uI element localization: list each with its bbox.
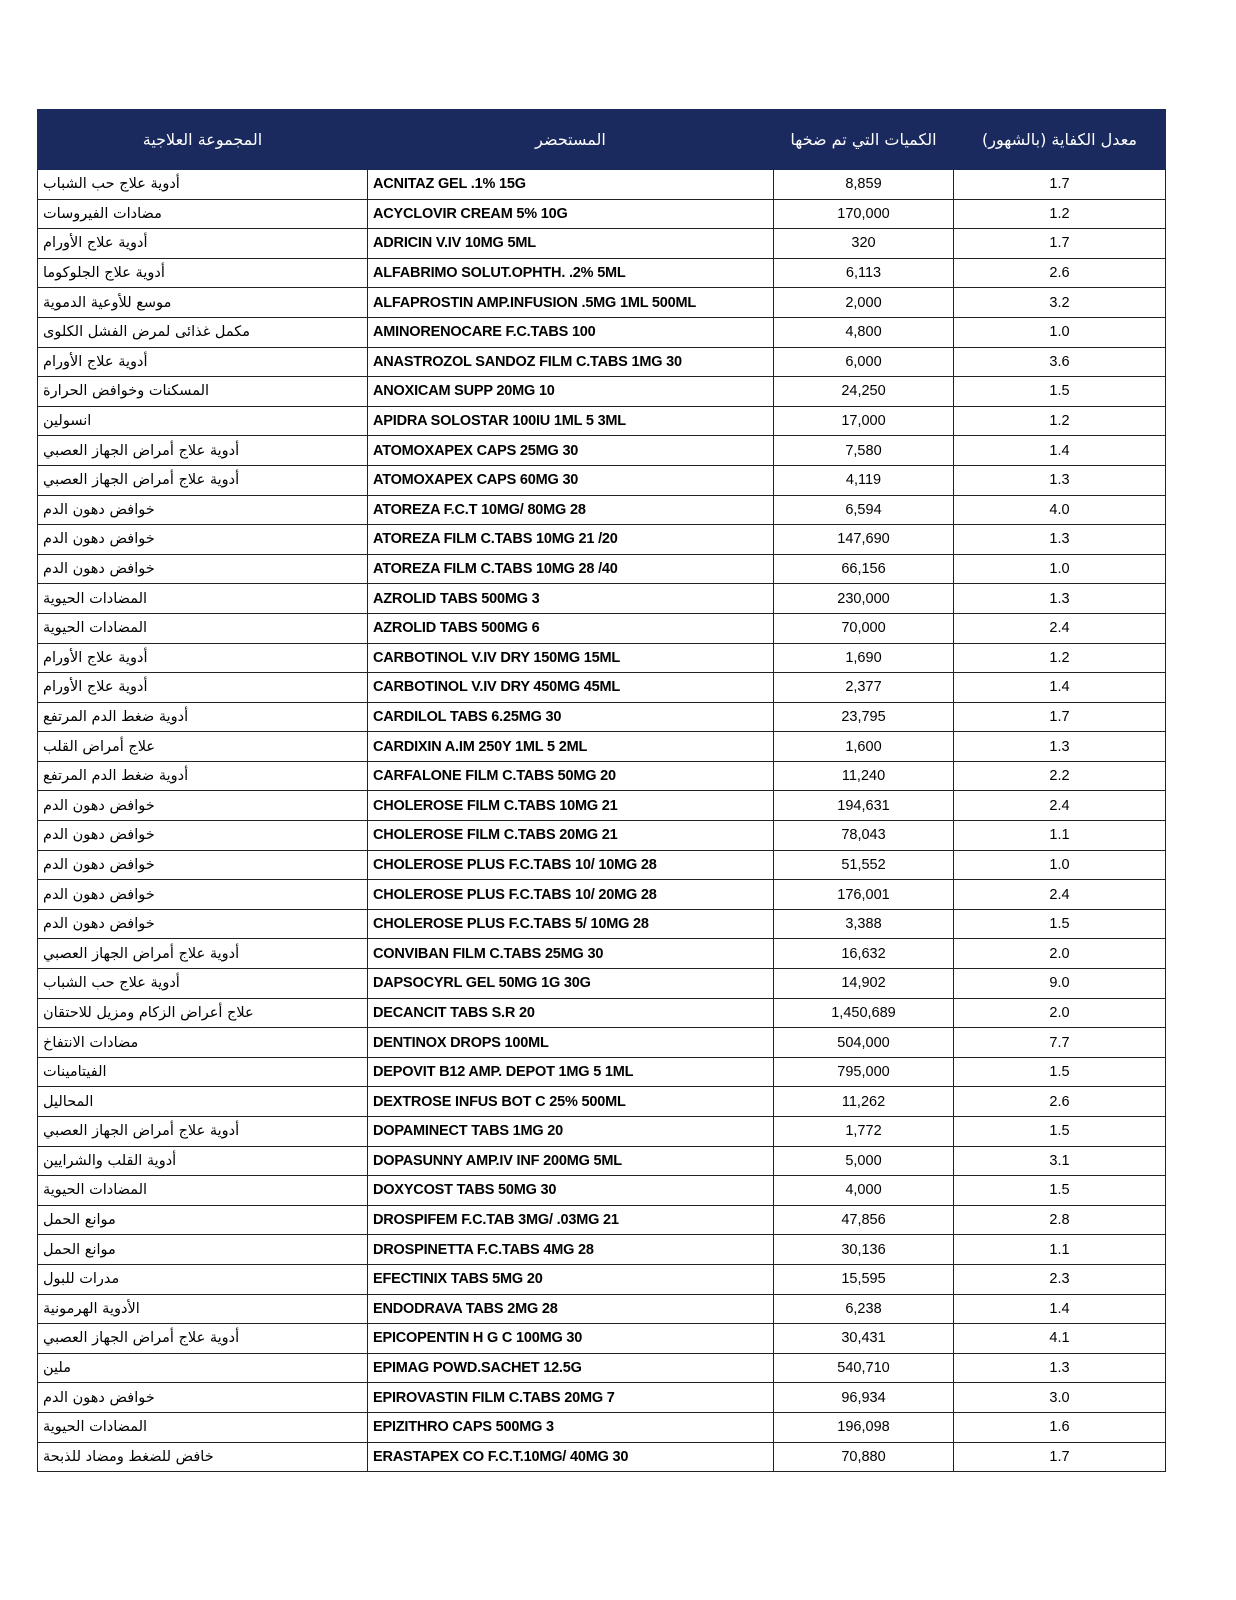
cell-sufficiency: 1.2 [954,406,1166,436]
cell-product: CARDIXIN A.IM 250Y 1ML 5 2ML [368,732,774,762]
therapeutic-group-text: المضادات الحيوية [43,1182,148,1199]
table-row [38,584,1166,614]
therapeutic-group-text: ملين [43,1360,71,1377]
cell-quantity: 6,000 [774,347,954,377]
cell-sufficiency: 2.6 [954,258,1166,288]
cell-quantity: 2,000 [774,288,954,318]
cell-quantity: 1,450,689 [774,998,954,1028]
table-row [38,229,1166,259]
table-row [38,317,1166,347]
cell-therapeutic-group [38,791,368,821]
table-row [38,673,1166,703]
cell-sufficiency: 1.7 [954,170,1166,200]
table-row [38,170,1166,200]
cell-quantity: 320 [774,229,954,259]
cell-quantity: 6,594 [774,495,954,525]
cell-quantity: 1,772 [774,1117,954,1147]
cell-therapeutic-group [38,584,368,614]
therapeutic-group-text: مكمل غذائى لمرض الفشل الكلوى [43,324,251,341]
cell-quantity: 176,001 [774,880,954,910]
cell-sufficiency: 9.0 [954,969,1166,999]
cell-sufficiency: 1.6 [954,1412,1166,1442]
cell-quantity: 16,632 [774,939,954,969]
cell-quantity: 4,000 [774,1176,954,1206]
cell-therapeutic-group [38,1442,368,1472]
cell-therapeutic-group [38,850,368,880]
cell-quantity: 24,250 [774,377,954,407]
cell-sufficiency: 1.3 [954,1353,1166,1383]
cell-therapeutic-group [38,761,368,791]
cell-sufficiency: 2.2 [954,761,1166,791]
therapeutic-group-text: أدوية علاج أمراض الجهاز العصبي [43,1330,240,1347]
therapeutic-group-text: انسولين [43,413,92,430]
cell-sufficiency: 1.1 [954,1235,1166,1265]
table-row [38,525,1166,555]
cell-therapeutic-group [38,347,368,377]
header-quantity: الكميات التي تم ضخها [774,110,954,170]
cell-quantity: 15,595 [774,1264,954,1294]
therapeutic-group-text: خوافض دهون الدم [43,561,155,578]
table-row [38,495,1166,525]
therapeutic-group-text: أدوية القلب والشرايين [43,1152,177,1169]
cell-quantity: 14,902 [774,969,954,999]
table-row [38,1383,1166,1413]
table-row [38,199,1166,229]
cell-sufficiency: 1.5 [954,1057,1166,1087]
header-product: المستحضر [368,110,774,170]
cell-product: ATOREZA F.C.T 10MG/ 80MG 28 [368,495,774,525]
cell-quantity: 30,431 [774,1324,954,1354]
cell-quantity: 23,795 [774,702,954,732]
therapeutic-group-text: أدوية علاج الأورام [43,649,148,666]
cell-quantity: 4,119 [774,465,954,495]
cell-quantity: 170,000 [774,199,954,229]
table-row [38,969,1166,999]
cell-product: DROSPIFEM F.C.TAB 3MG/ .03MG 21 [368,1205,774,1235]
table-row [38,436,1166,466]
cell-sufficiency: 1.2 [954,199,1166,229]
cell-product: ATOMOXAPEX CAPS 25MG 30 [368,436,774,466]
cell-quantity: 66,156 [774,554,954,584]
cell-sufficiency: 1.7 [954,702,1166,732]
cell-product: ENDODRAVA TABS 2MG 28 [368,1294,774,1324]
cell-therapeutic-group [38,1324,368,1354]
cell-sufficiency: 2.0 [954,998,1166,1028]
table-row [38,643,1166,673]
cell-product: DAPSOCYRL GEL 50MG 1G 30G [368,969,774,999]
therapeutic-group-text: أدوية علاج أمراض الجهاز العصبي [43,945,240,962]
cell-therapeutic-group [38,1264,368,1294]
table-row [38,1324,1166,1354]
cell-product: ATOMOXAPEX CAPS 60MG 30 [368,465,774,495]
cell-quantity: 6,113 [774,258,954,288]
therapeutic-group-text: مدرات للبول [43,1271,120,1288]
cell-quantity: 1,600 [774,732,954,762]
cell-sufficiency: 1.4 [954,436,1166,466]
therapeutic-group-text: علاج أعراض الزكام ومزيل للاحتقان [43,1004,254,1021]
cell-therapeutic-group [38,1383,368,1413]
therapeutic-group-text: خوافض دهون الدم [43,856,155,873]
cell-therapeutic-group [38,732,368,762]
cell-product: DENTINOX DROPS 100ML [368,1028,774,1058]
cell-therapeutic-group [38,495,368,525]
cell-therapeutic-group [38,317,368,347]
header-sufficiency: معدل الكفاية (بالشهور) [954,110,1166,170]
therapeutic-group-text: أدوية علاج حب الشباب [43,176,180,193]
cell-therapeutic-group [38,1087,368,1117]
table-row [38,377,1166,407]
cell-quantity: 5,000 [774,1146,954,1176]
therapeutic-group-text: خوافض دهون الدم [43,501,155,518]
cell-product: CONVIBAN FILM C.TABS 25MG 30 [368,939,774,969]
cell-therapeutic-group [38,702,368,732]
therapeutic-group-text: المحاليل [43,1093,94,1110]
cell-therapeutic-group [38,199,368,229]
cell-product: ADRICIN V.IV 10MG 5ML [368,229,774,259]
cell-product: DEXTROSE INFUS BOT C 25% 500ML [368,1087,774,1117]
cell-quantity: 17,000 [774,406,954,436]
cell-product: ACNITAZ GEL .1% 15G [368,170,774,200]
therapeutic-group-text: خوافض دهون الدم [43,1389,155,1406]
cell-product: CARDILOL TABS 6.25MG 30 [368,702,774,732]
table-row [38,1057,1166,1087]
therapeutic-group-text: خوافض دهون الدم [43,886,155,903]
therapeutic-group-text: أدوية ضغط الدم المرتفع [43,768,189,785]
table-header-row [38,110,1166,170]
cell-quantity: 96,934 [774,1383,954,1413]
cell-product: APIDRA SOLOSTAR 100IU 1ML 5 3ML [368,406,774,436]
therapeutic-group-text: المسكنات وخوافض الحرارة [43,383,210,400]
cell-product: ATOREZA FILM C.TABS 10MG 28 /40 [368,554,774,584]
therapeutic-group-text: مضادات الانتفاخ [43,1034,139,1051]
cell-sufficiency: 2.0 [954,939,1166,969]
cell-sufficiency: 2.6 [954,1087,1166,1117]
cell-quantity: 795,000 [774,1057,954,1087]
cell-product: EPIROVASTIN FILM C.TABS 20MG 7 [368,1383,774,1413]
cell-product: DEPOVIT B12 AMP. DEPOT 1MG 5 1ML [368,1057,774,1087]
table-row [38,288,1166,318]
table-row [38,702,1166,732]
cell-quantity: 11,262 [774,1087,954,1117]
therapeutic-group-text: خوافض دهون الدم [43,916,155,933]
cell-product: CHOLEROSE PLUS F.C.TABS 10/ 10MG 28 [368,850,774,880]
therapeutic-group-text: المضادات الحيوية [43,620,148,637]
cell-quantity: 147,690 [774,525,954,555]
cell-sufficiency: 7.7 [954,1028,1166,1058]
therapeutic-group-text: أدوية علاج أمراض الجهاز العصبي [43,1123,240,1140]
cell-therapeutic-group [38,170,368,200]
cell-therapeutic-group [38,1235,368,1265]
cell-quantity: 230,000 [774,584,954,614]
cell-therapeutic-group [38,1057,368,1087]
cell-sufficiency: 1.2 [954,643,1166,673]
cell-product: CHOLEROSE PLUS F.C.TABS 5/ 10MG 28 [368,909,774,939]
therapeutic-group-text: أدوية علاج حب الشباب [43,975,180,992]
therapeutic-group-text: أدوية ضغط الدم المرتفع [43,708,189,725]
cell-sufficiency: 1.1 [954,821,1166,851]
cell-sufficiency: 3.2 [954,288,1166,318]
table-row [38,1146,1166,1176]
cell-sufficiency: 1.3 [954,465,1166,495]
table-row [38,406,1166,436]
cell-product: DOXYCOST TABS 50MG 30 [368,1176,774,1206]
cell-therapeutic-group [38,377,368,407]
cell-sufficiency: 1.4 [954,673,1166,703]
therapeutic-group-text: المضادات الحيوية [43,590,148,607]
header-group: المجموعة العلاجية [38,110,368,170]
table-row [38,1087,1166,1117]
cell-therapeutic-group [38,229,368,259]
cell-product: EFECTINIX TABS 5MG 20 [368,1264,774,1294]
cell-quantity: 78,043 [774,821,954,851]
table-row [38,791,1166,821]
cell-product: EPICOPENTIN H G C 100MG 30 [368,1324,774,1354]
cell-quantity: 70,000 [774,613,954,643]
therapeutic-group-text: موانع الحمل [43,1241,116,1258]
cell-therapeutic-group [38,880,368,910]
therapeutic-group-text: موانع الحمل [43,1212,116,1229]
cell-therapeutic-group [38,406,368,436]
cell-product: ALFABRIMO SOLUT.OPHTH. .2% 5ML [368,258,774,288]
cell-therapeutic-group [38,465,368,495]
cell-product: ALFAPROSTIN AMP.INFUSION .5MG 1ML 500ML [368,288,774,318]
cell-product: CHOLEROSE PLUS F.C.TABS 10/ 20MG 28 [368,880,774,910]
cell-quantity: 51,552 [774,850,954,880]
cell-product: DOPAMINECT TABS 1MG 20 [368,1117,774,1147]
cell-product: ERASTAPEX CO F.C.T.10MG/ 40MG 30 [368,1442,774,1472]
cell-product: ATOREZA FILM C.TABS 10MG 21 /20 [368,525,774,555]
cell-sufficiency: 2.4 [954,613,1166,643]
cell-quantity: 47,856 [774,1205,954,1235]
table-row [38,1353,1166,1383]
therapeutic-group-text: أدوية علاج الأورام [43,353,148,370]
cell-therapeutic-group [38,643,368,673]
therapeutic-group-text: أدوية علاج الجلوكوما [43,265,165,282]
cell-therapeutic-group [38,288,368,318]
cell-sufficiency: 1.0 [954,554,1166,584]
cell-sufficiency: 3.0 [954,1383,1166,1413]
table-row [38,613,1166,643]
cell-sufficiency: 1.3 [954,525,1166,555]
cell-therapeutic-group [38,1146,368,1176]
cell-sufficiency: 1.5 [954,1117,1166,1147]
cell-quantity: 70,880 [774,1442,954,1472]
cell-quantity: 196,098 [774,1412,954,1442]
cell-therapeutic-group [38,258,368,288]
table-row [38,1176,1166,1206]
cell-sufficiency: 1.3 [954,732,1166,762]
therapeutic-group-text: موسع للأوعية الدموية [43,294,172,311]
cell-therapeutic-group [38,1176,368,1206]
cell-product: ANASTROZOL SANDOZ FILM C.TABS 1MG 30 [368,347,774,377]
cell-quantity: 8,859 [774,170,954,200]
cell-therapeutic-group [38,1412,368,1442]
cell-therapeutic-group [38,1205,368,1235]
cell-quantity: 3,388 [774,909,954,939]
cell-sufficiency: 1.0 [954,317,1166,347]
cell-therapeutic-group [38,673,368,703]
cell-product: DOPASUNNY AMP.IV INF 200MG 5ML [368,1146,774,1176]
cell-sufficiency: 1.7 [954,1442,1166,1472]
therapeutic-group-text: أدوية علاج أمراض الجهاز العصبي [43,442,240,459]
cell-quantity: 11,240 [774,761,954,791]
cell-sufficiency: 2.4 [954,791,1166,821]
table-row [38,1117,1166,1147]
cell-sufficiency: 1.5 [954,377,1166,407]
cell-sufficiency: 3.1 [954,1146,1166,1176]
cell-sufficiency: 1.7 [954,229,1166,259]
cell-product: ACYCLOVIR CREAM 5% 10G [368,199,774,229]
table-row [38,1264,1166,1294]
cell-quantity: 7,580 [774,436,954,466]
table-row [38,939,1166,969]
cell-quantity: 30,136 [774,1235,954,1265]
cell-sufficiency: 4.1 [954,1324,1166,1354]
cell-sufficiency: 1.3 [954,584,1166,614]
table-row [38,909,1166,939]
table-row [38,347,1166,377]
cell-product: CHOLEROSE FILM C.TABS 10MG 21 [368,791,774,821]
therapeutic-group-text: أدوية علاج الأورام [43,679,148,696]
table-row [38,1442,1166,1472]
cell-product: AMINORENOCARE F.C.TABS 100 [368,317,774,347]
cell-sufficiency: 1.5 [954,1176,1166,1206]
table-row [38,732,1166,762]
table-row [38,850,1166,880]
cell-product: CHOLEROSE FILM C.TABS 20MG 21 [368,821,774,851]
cell-quantity: 504,000 [774,1028,954,1058]
therapeutic-group-text: الفيتامينات [43,1064,107,1081]
cell-therapeutic-group [38,436,368,466]
therapeutic-group-text: خوافض دهون الدم [43,827,155,844]
cell-therapeutic-group [38,939,368,969]
table-row [38,1235,1166,1265]
therapeutic-group-text: مضادات الفيروسات [43,205,162,222]
medicine-table-container [37,109,1165,1472]
table-row [38,761,1166,791]
cell-product: ANOXICAM SUPP 20MG 10 [368,377,774,407]
cell-product: CARBOTINOL V.IV DRY 150MG 15ML [368,643,774,673]
cell-sufficiency: 1.4 [954,1294,1166,1324]
cell-therapeutic-group [38,1028,368,1058]
cell-therapeutic-group [38,1117,368,1147]
cell-sufficiency: 1.0 [954,850,1166,880]
therapeutic-group-text: الأدوية الهرمونية [43,1300,140,1317]
therapeutic-group-text: أدوية علاج الأورام [43,235,148,252]
cell-sufficiency: 3.6 [954,347,1166,377]
table-row [38,880,1166,910]
cell-quantity: 1,690 [774,643,954,673]
cell-quantity: 4,800 [774,317,954,347]
therapeutic-group-text: أدوية علاج أمراض الجهاز العصبي [43,472,240,489]
cell-therapeutic-group [38,909,368,939]
cell-therapeutic-group [38,554,368,584]
cell-sufficiency: 1.5 [954,909,1166,939]
cell-product: EPIMAG POWD.SACHET 12.5G [368,1353,774,1383]
cell-therapeutic-group [38,998,368,1028]
cell-sufficiency: 2.3 [954,1264,1166,1294]
table-row [38,998,1166,1028]
cell-sufficiency: 4.0 [954,495,1166,525]
cell-sufficiency: 2.4 [954,880,1166,910]
cell-product: AZROLID TABS 500MG 3 [368,584,774,614]
cell-therapeutic-group [38,525,368,555]
cell-product: CARBOTINOL V.IV DRY 450MG 45ML [368,673,774,703]
table-row [38,821,1166,851]
table-row [38,1412,1166,1442]
table-row [38,258,1166,288]
cell-therapeutic-group [38,821,368,851]
cell-therapeutic-group [38,1353,368,1383]
therapeutic-group-text: المضادات الحيوية [43,1419,148,1436]
cell-product: CARFALONE FILM C.TABS 50MG 20 [368,761,774,791]
therapeutic-group-text: خافض للضغط ومضاد للذبحة [43,1448,214,1465]
table-row [38,465,1166,495]
table-row [38,1205,1166,1235]
therapeutic-group-text: خوافض دهون الدم [43,797,155,814]
cell-quantity: 540,710 [774,1353,954,1383]
table-row [38,554,1166,584]
cell-quantity: 194,631 [774,791,954,821]
cell-quantity: 6,238 [774,1294,954,1324]
table-body [38,170,1166,1472]
cell-product: DECANCIT TABS S.R 20 [368,998,774,1028]
medicine-table [37,109,1166,1472]
cell-product: DROSPINETTA F.C.TABS 4MG 28 [368,1235,774,1265]
cell-therapeutic-group [38,969,368,999]
cell-product: EPIZITHRO CAPS 500MG 3 [368,1412,774,1442]
cell-therapeutic-group [38,613,368,643]
therapeutic-group-text: علاج أمراض القلب [43,738,156,755]
therapeutic-group-text: خوافض دهون الدم [43,531,155,548]
table-row [38,1294,1166,1324]
table-row [38,1028,1166,1058]
cell-therapeutic-group [38,1294,368,1324]
cell-product: AZROLID TABS 500MG 6 [368,613,774,643]
cell-quantity: 2,377 [774,673,954,703]
cell-sufficiency: 2.8 [954,1205,1166,1235]
